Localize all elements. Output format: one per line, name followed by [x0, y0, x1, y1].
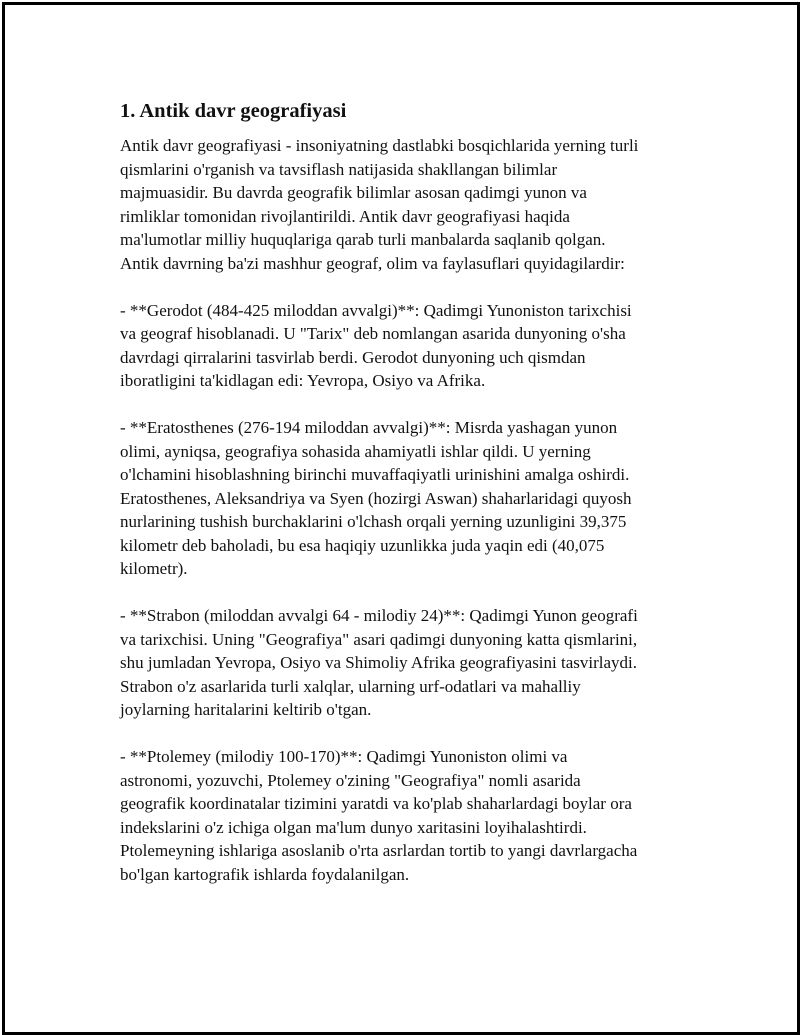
document-body — [120, 97, 690, 886]
paragraph-gerodot: - **Gerodot (484-425 miloddan avvalgi)**: Qadimgi Yunoniston tarixchisi va geograf hisoblanadi. U "Tarix" deb nomlangan asarida dunyoning o'sha davrdagi qirralarini tasvirlab berdi. Gerodot dunyoning uch qismdan iboratligini ta'kidlagan edi: Yevropa, Osiyo va Afrika. — [120, 300, 632, 390]
paragraph-intro: Antik davr geografiyasi - insoniyatning dastlabki bosqichlarida yerning turli qismlarini o'rganish va tavsiflash natijasida shakllangan bilimlar majmuasidir. Bu davrda geografik bilimlar asosan qadimgi yunon va rimliklar tomonidan rivojlantirildi. Antik davr geografiyasi haqida ma'lumotlar milliy huquqlariga qarab turli manbalarda saqlanib qolgan. Antik davrning ba'zi mashhur geograf, olim va faylasuflari quyidagilardir: — [120, 136, 639, 273]
document-title: 1. Antik davr geografiyasi — [120, 100, 347, 122]
paragraph-strabon: - **Strabon (miloddan avvalgi 64 - milodiy 24)**: Qadimgi Yunon geografi va tarixchisi. Uning "Geografiya" asari qadimgi dunyoning katta qismlarini, shu jumladan Yevropa, Osiyo va Shimoliy Afrika geografiyasini tasvirlaydi. Strabon o'z asarlarida turli xalqlar, ularning urf-odatlari va mahalliy joylarning haritalarini keltirib o'tgan. — [120, 606, 638, 719]
paragraph-ptolemey: - **Ptolemey (milodiy 100-170)**: Qadimgi Yunoniston olimi va astronomi, yozuvchi, Ptolemey o'zining "Geografiya" nomli asarida geografik koordinatalar tizimini yaratdi va ko'plab shaharlardagi boylar ora indekslarini o'z ichiga olgan ma'lum dunyo xaritasini loyihalashtirdi. Ptolemeyning ishlariga asoslanib o'rta asrlardan tortib to yangi davrlargacha bo'lgan kartografik ishlarda foydalanilgan. — [120, 747, 638, 884]
page-frame — [2, 2, 800, 1035]
paragraph-eratosthenes: - **Eratosthenes (276-194 miloddan avvalgi)**: Misrda yashagan yunon olimi, ayniqsa, geografiya sohasida ahamiyatli ishlar qildi. U yerning o'lchamini hisoblashning birinchi muvaffaqiyatli urinishini amalga oshirdi. Eratosthenes, Aleksandriya va Syen (hozirgi Aswan) shaharlaridagi quyosh nurlarining tushish burchaklarini o'lchash orqali yerning uzunligini 39,375 kilometr deb baholadi, bu esa haqiqiy uzunlikka juda yaqin edi (40,075 kilometr). — [120, 418, 632, 578]
